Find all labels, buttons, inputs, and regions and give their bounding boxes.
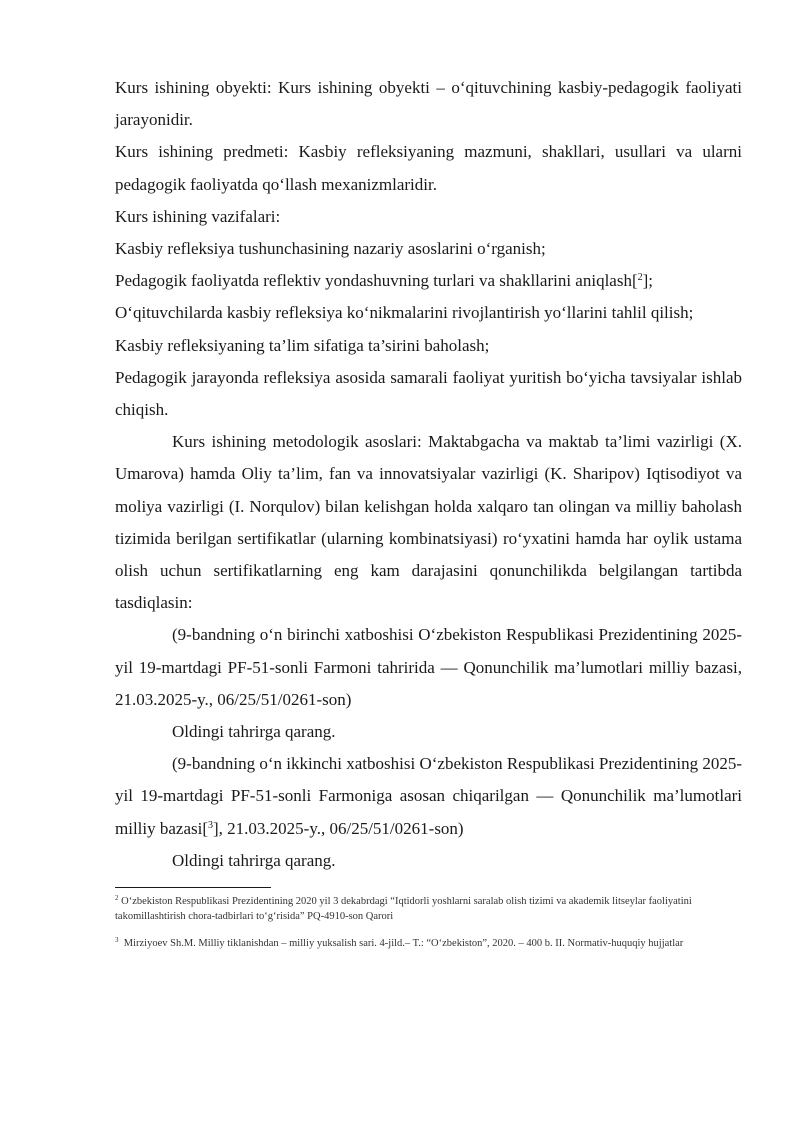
footnote-3 [115, 936, 742, 951]
previous-edition-link[interactable]: Oldingi tahrirga qarang. [172, 850, 336, 870]
task-item [115, 265, 742, 297]
footnote-number: 2 [115, 894, 119, 903]
paragraph-tasks-heading: Kurs ishining vazifalari: [115, 206, 281, 226]
footnote-number: 3 [115, 936, 119, 945]
paragraph-methodology: Kurs ishining metodologik asoslari: Maktabgacha va maktab ta’limi vazirligi (X. Umarova) hamda Oliy ta’lim, fan va innovatsiyalar vazirligi (K. Sharipov) Iqtisodiyot va moliya vazirligi (I. Norqulov) bilan kelishgan holda xalqaro tan olingan va milliy baholash tizimida berilgan sertifikatlar (ularning kombinatsiyasi) ro‘yxatini hamda har oylik ustama olish uchun sertifikatlarning eng kam darajasini qonunchilikda belgilangan tartibda tasdiqlasin: [115, 432, 742, 613]
previous-edition-link[interactable]: Oldingi tahrirga qarang. [172, 722, 336, 742]
task-item: Pedagogik jarayonda refleksiya asosida samarali faoliyat yuritish bo‘yicha tavsiyalar ishlab chiqish. [115, 367, 742, 420]
footnote-separator [115, 887, 271, 888]
footnote-text: Mirziyoev Sh.M. Milliy tiklanishdan – milliy yuksalish sari. 4-jild.– T.: “O‘zbekiston”, 2020. – 400 b. II. Normativ-huquqiy hujjatlar [118, 938, 684, 950]
document-page [115, 72, 742, 951]
task-item: Kasbiy refleksiyaning ta’lim sifatiga ta’sirini baholash; [115, 335, 490, 355]
paragraph-amendment-note: (9-bandning o‘n birinchi xatboshisi O‘zbekiston Respublikasi Prezidentining 2025-yil 19-martdagi PF-51-sonli Farmoni tahririda — Qonunchilik ma’lumotlari milliy bazasi, 21.03.2025-y., 06/25/51/0261-son) [115, 625, 742, 709]
paragraph-amendment-note [115, 748, 742, 845]
task-item: Kasbiy refleksiya tushunchasining nazariy asoslarini o‘rganish; [115, 239, 546, 259]
task-item: O‘qituvchilarda kasbiy refleksiya ko‘nikmalarini rivojlantirish yo‘llarini tahlil qilish; [115, 303, 694, 323]
paragraph-subject: Kurs ishining predmeti: Kasbiy refleksiyaning mazmuni, shakllari, usullari va ularni pedagogik faoliyatda qo‘llash mexanizmlaridir. [115, 142, 742, 194]
footnote-ref-3[interactable]: 3 [208, 819, 214, 831]
paragraph-object: Kurs ishining obyekti: Kurs ishining obyekti – o‘qituvchining kasbiy-pedagogik faoliyati jarayonidir. [115, 78, 742, 130]
footnote-2 [115, 894, 742, 924]
task-item-text: Pedagogik faoliyatda reflektiv yondashuvning turlari va shakllarini aniqlash[ [115, 271, 638, 291]
footnote-ref-2[interactable]: 2 [637, 272, 643, 284]
amendment-tail: ], 21.03.2025-y., 06/25/51/0261-son) [213, 818, 464, 838]
footnote-text: O‘zbekiston Respublikasi Prezidentining 2020 yil 3 dekabrdagi “Iqtidorli yoshlarni saralab olish tizimi va akademik litseylar faoliyatini takomillashtirish chora-tadbirlari to‘g‘risida” PQ-4910-son Qarori [115, 896, 692, 923]
task-item-tail: ]; [642, 271, 653, 291]
amendment-text: (9-bandning o‘n ikkinchi xatboshisi O‘zbekiston Respublikasi Prezidentining 2025-yil 19-martdagi PF-51-sonli Farmoniga asosan chiqarilgan — Qonunchilik ma’lumotlari milliy bazasi[ [115, 754, 742, 838]
